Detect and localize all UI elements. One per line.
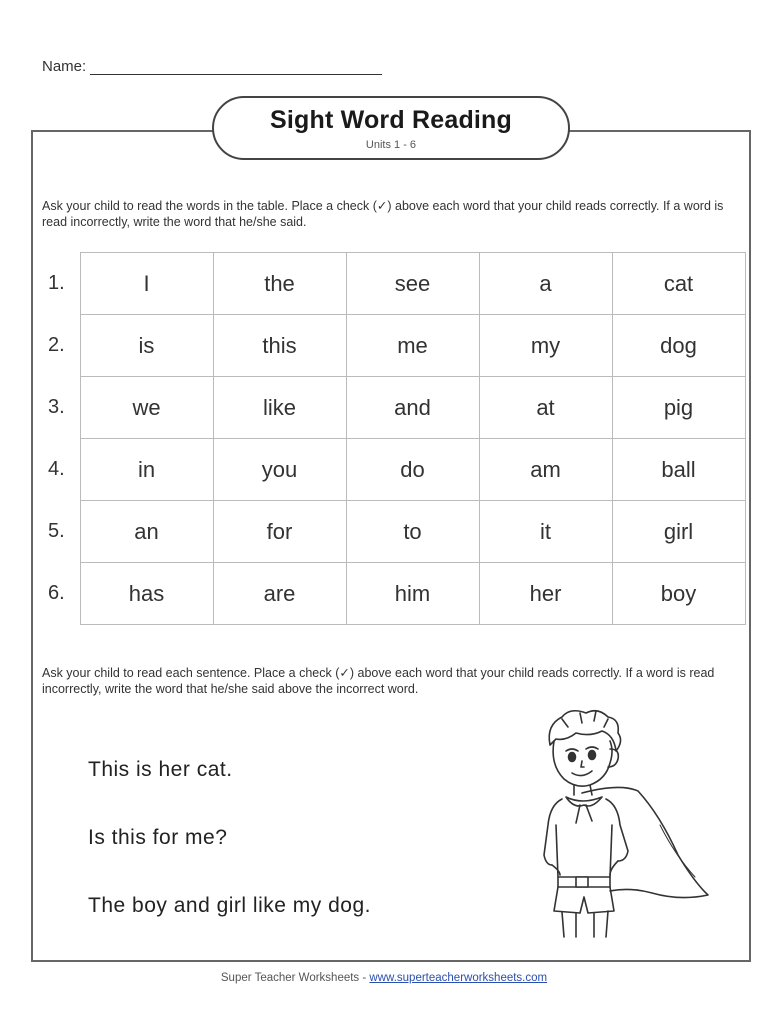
word-cell: ball [612,439,745,501]
row-number: 2. [48,334,65,356]
word-cell: in [80,439,213,501]
word-cell: am [479,439,612,501]
footer-separator: - [359,972,370,984]
sight-word-table [42,252,746,625]
row-number: 6. [48,582,65,604]
word-cell: do [346,439,479,501]
page-title: Sight Word Reading [269,106,512,134]
word-cell: a [479,253,612,315]
word-cell: her [479,563,612,625]
word-cell: to [346,501,479,563]
name-label: Name: [42,58,87,75]
word-cell: like [213,377,346,439]
title-banner [212,96,570,160]
name-field-row [42,58,382,75]
word-cell: this [213,315,346,377]
word-cell: the [213,253,346,315]
row-number: 4. [48,458,65,480]
word-cell: my [479,315,612,377]
word-row [42,501,745,563]
row-number: 1. [48,272,65,294]
footer-website-link[interactable]: www.superteacherworksheets.com [369,972,548,984]
word-cell: is [80,315,213,377]
sentence-instructions: Ask your child to read each sentence. Place a check (✓) above each word that your child reads correctly. If a word is read incorrectly, write the word that he/she said above the incorrect word. [42,666,715,696]
word-cell: it [479,501,612,563]
word-cell: you [213,439,346,501]
word-row [42,253,745,315]
word-cell: cat [612,253,745,315]
word-cell: I [80,253,213,315]
word-cell: him [346,563,479,625]
word-cell: boy [612,563,745,625]
table-instructions: Ask your child to read the words in the table. Place a check (✓) above each word that your child reads correctly. If a word is read incorrectly, write the word that he/she said. [42,199,724,229]
page-subtitle: Units 1 - 6 [365,139,417,151]
word-cell: has [80,563,213,625]
word-row [42,563,745,625]
word-cell: we [80,377,213,439]
row-number: 5. [48,520,65,542]
sentence-item: This is her cat. [88,758,233,781]
word-cell: girl [612,501,745,563]
sentence-item: Is this for me? [88,826,228,849]
word-row [42,377,745,439]
word-cell: an [80,501,213,563]
word-cell: pig [612,377,745,439]
word-cell: and [346,377,479,439]
sentence-list [88,752,508,956]
word-cell: at [479,377,612,439]
word-cell: me [346,315,479,377]
word-cell: are [213,563,346,625]
word-cell: for [213,501,346,563]
footer [0,972,768,984]
row-number: 3. [48,396,65,418]
name-blank-line[interactable] [90,60,382,75]
word-row [42,439,745,501]
word-row [42,315,745,377]
superhero-boy-illustration [510,705,710,940]
footer-brand: Super Teacher Worksheets [220,972,360,984]
word-cell: dog [612,315,745,377]
word-cell: see [346,253,479,315]
sentence-item: The boy and girl like my dog. [88,894,371,917]
